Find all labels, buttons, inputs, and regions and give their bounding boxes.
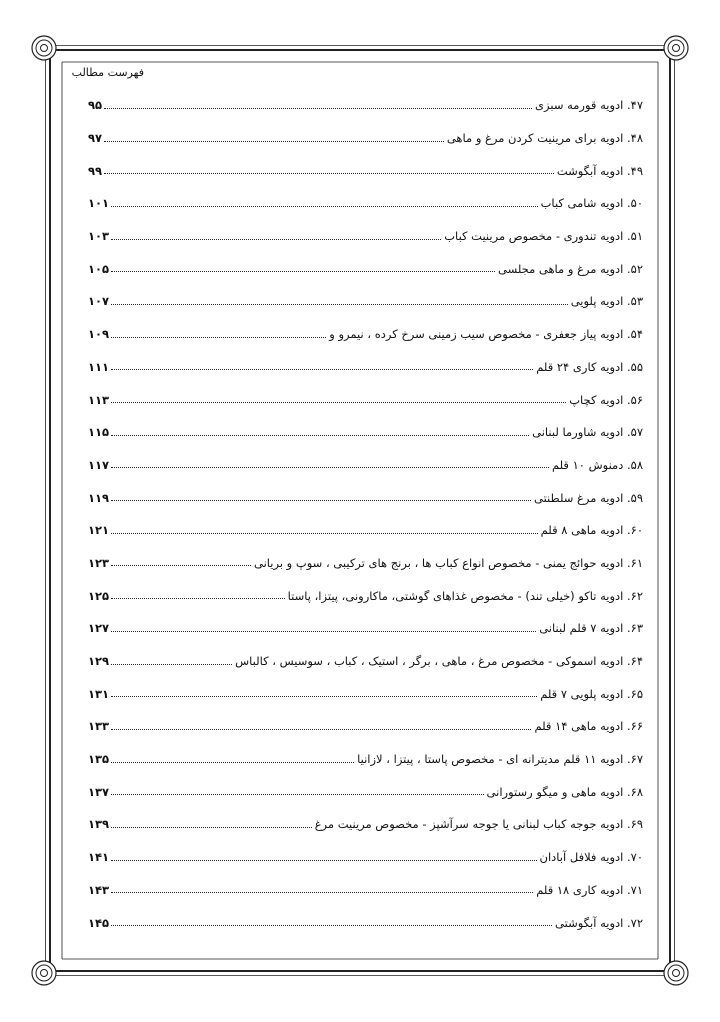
- toc-entry-title: [326, 327, 643, 341]
- toc-entry-text: ادویه ماهی ۱۴ قلم: [534, 719, 624, 734]
- toc-entry-title: [495, 262, 643, 276]
- corner-ornament-icon: [32, 961, 56, 985]
- toc-entry-separator: .: [623, 719, 631, 734]
- toc-entry[interactable]: [88, 906, 643, 939]
- toc-entry-text: ادویه مرغ سلطنتی: [534, 490, 624, 505]
- toc-entry-separator: .: [623, 98, 631, 113]
- toc-entry-page-number: ۱۱۱: [88, 359, 110, 374]
- toc-entry-page-number: ۱۲۳: [88, 555, 110, 570]
- toc-entry-separator: .: [623, 196, 631, 211]
- toc-entry-text: ادویه پلویی: [570, 294, 624, 309]
- toc-entry-number: ۵۴: [630, 327, 643, 342]
- toc-entry-text: ادویه کچاپ: [569, 392, 624, 407]
- toc-entry-title: [529, 425, 643, 439]
- toc-entry-page-number: ۹۷: [88, 131, 103, 146]
- toc-entry-separator: .: [623, 686, 631, 701]
- toc-entry-title: [537, 687, 643, 701]
- toc-entry-text: ادویه آبگوشت: [556, 163, 624, 178]
- toc-entry-number: ۶۲: [630, 588, 643, 603]
- toc-entry-text: ادویه ماهی و میگو رستورانی: [486, 784, 624, 799]
- toc-dot-leader: [111, 664, 232, 665]
- toc-entry-number: ۶۸: [630, 784, 643, 799]
- toc-entry-number: ۶۷: [630, 752, 643, 767]
- toc-entry-number: ۶۰: [630, 523, 643, 538]
- toc-dot-leader: [104, 173, 554, 174]
- toc-entry-separator: .: [623, 588, 631, 603]
- toc-entry-page-number: ۱۲۱: [88, 523, 110, 538]
- toc-entry-text: دمنوش ۱۰ قلم: [551, 457, 624, 472]
- toc-dot-leader: [111, 337, 326, 338]
- toc-entry-title: [531, 491, 643, 505]
- toc-entry-number: ۵۵: [630, 359, 643, 374]
- toc-entry-number: ۴۹: [630, 163, 643, 178]
- toc-entry-page-number: ۱۰۳: [88, 229, 110, 244]
- toc-entry-text: ادویه ۱۱ قلم مدیترانه ای - مخصوص پاستا ، پیتزا ، لازانیا: [357, 752, 624, 767]
- toc-entry-title: [538, 196, 643, 210]
- toc-entry-title: [531, 719, 643, 733]
- toc-entry-number: ۴۸: [630, 131, 643, 146]
- toc-dot-leader: [111, 467, 549, 468]
- toc-entry[interactable]: [88, 383, 643, 416]
- toc-dot-leader: [111, 239, 441, 240]
- toc-entry[interactable]: [88, 122, 643, 155]
- toc-dot-leader: [104, 108, 532, 109]
- toc-entry[interactable]: [88, 743, 643, 776]
- toc-entry-title: [354, 752, 643, 766]
- toc-entry[interactable]: [88, 351, 643, 384]
- toc-entry-number: ۵۷: [630, 425, 643, 440]
- toc-entry-separator: .: [623, 392, 631, 407]
- toc-entry-page-number: ۱۳۹: [88, 817, 110, 832]
- toc-entry-number: ۶۴: [630, 654, 643, 669]
- toc-entry-number: ۶۱: [630, 555, 643, 570]
- toc-dot-leader: [104, 141, 444, 142]
- toc-entry[interactable]: [88, 481, 643, 514]
- toc-entry-separator: .: [623, 817, 631, 832]
- toc-entry-text: ادویه ۷ قلم لبنانی: [539, 621, 624, 636]
- toc-entry-page-number: ۱۴۳: [88, 882, 110, 897]
- toc-entry[interactable]: [88, 220, 643, 253]
- toc-dot-leader: [111, 860, 536, 861]
- toc-entry-text: ادویه پلویی ۷ قلم: [540, 686, 624, 701]
- toc-entry-text: ادویه فلافل آبادان: [539, 850, 624, 865]
- toc-entry-title: [552, 916, 643, 930]
- toc-entry-page-number: ۱۱۳: [88, 392, 110, 407]
- toc-entry[interactable]: [88, 645, 643, 678]
- toc-entry-separator: .: [623, 654, 631, 669]
- toc-entry-separator: .: [623, 784, 631, 799]
- toc-entry-number: ۷۲: [630, 915, 643, 930]
- toc-dot-leader: [111, 827, 312, 828]
- toc-entry-number: ۷۰: [630, 850, 643, 865]
- toc-entry-text: ادویه آبگوشتی: [555, 915, 624, 930]
- toc-entry-number: ۶۵: [630, 686, 643, 701]
- toc-entry-number: ۵۸: [630, 457, 643, 472]
- toc-entry-page-number: ۱۰۱: [88, 196, 110, 211]
- toc-entry-text: ادویه تاکو (خیلی تند) - مخصوص غذاهای گوشتی، ماکارونی، پیتزا، پاستا: [287, 588, 624, 603]
- toc-entry-title: [285, 589, 643, 603]
- toc-entry-title: [536, 621, 643, 635]
- toc-entry-text: ادویه حوائج یمنی - مخصوص انواع کباب ها ، برنج های ترکیبی ، سوپ و بریانی: [253, 555, 624, 570]
- toc-entry-number: ۵۰: [630, 196, 643, 211]
- toc-entry-separator: .: [623, 229, 631, 244]
- toc-entry[interactable]: [88, 612, 643, 645]
- toc-entry-separator: .: [623, 294, 631, 309]
- toc-entry-page-number: ۱۳۳: [88, 719, 110, 734]
- toc-entry-page-number: ۱۰۹: [88, 327, 110, 342]
- toc-entry[interactable]: [88, 579, 643, 612]
- toc-entry-number: ۶۹: [630, 817, 643, 832]
- toc-dot-leader: [111, 533, 538, 534]
- toc-dot-leader: [111, 206, 538, 207]
- toc-entry-separator: .: [623, 752, 631, 767]
- toc-dot-leader: [111, 304, 568, 305]
- toc-entry-number: ۵۶: [630, 392, 643, 407]
- toc-dot-leader: [111, 369, 533, 370]
- toc-entry-separator: .: [623, 882, 631, 897]
- toc-entry-text: ادویه قورمه سبزی: [535, 98, 624, 113]
- toc-entry-text: ادویه جوجه کباب لبنانی یا جوجه سرآشپز - مخصوص مرینیت مرغ: [314, 817, 624, 832]
- toc-entry[interactable]: [88, 449, 643, 482]
- toc-entry-title: [537, 850, 643, 864]
- toc-entry-separator: .: [623, 621, 631, 636]
- toc-entry-title: [441, 229, 643, 243]
- toc-entry-text: ادویه شامی کباب: [540, 196, 624, 211]
- toc-entry-page-number: ۱۱۷: [88, 457, 110, 472]
- toc-entry[interactable]: [88, 514, 643, 547]
- corner-ornament-icon: [664, 961, 688, 985]
- toc-entry-title: [532, 98, 643, 112]
- toc-entry-separator: .: [623, 327, 631, 342]
- toc-entry[interactable]: [88, 874, 643, 907]
- table-of-contents: [88, 89, 643, 939]
- toc-dot-leader: [111, 565, 251, 566]
- toc-entry-separator: .: [623, 163, 631, 178]
- toc-entry-title: [554, 164, 643, 178]
- toc-entry-title: [232, 654, 643, 668]
- toc-entry-number: ۶۳: [630, 621, 643, 636]
- toc-entry[interactable]: [88, 775, 643, 808]
- toc-entry-page-number: ۱۲۷: [88, 621, 110, 636]
- toc-dot-leader: [111, 500, 531, 501]
- toc-entry-title: [533, 360, 643, 374]
- toc-entry-title: [566, 393, 643, 407]
- toc-entry-title: [568, 294, 643, 308]
- toc-entry-separator: .: [623, 555, 631, 570]
- toc-entry[interactable]: [88, 547, 643, 580]
- toc-entry-number: ۶۶: [630, 719, 643, 734]
- toc-entry-title: [538, 523, 643, 537]
- toc-entry[interactable]: [88, 710, 643, 743]
- toc-dot-leader: [111, 925, 552, 926]
- toc-entry-number: ۵۱: [630, 229, 643, 244]
- toc-entry-text: ادویه پیاز جعفری - مخصوص سیب زمینی سرخ کرده ، نیمرو و: [329, 327, 624, 342]
- toc-entry-text: ادویه برای مرینیت کردن مرغ و ماهی: [446, 131, 624, 146]
- toc-entry-separator: .: [623, 359, 631, 374]
- toc-entry-page-number: ۱۳۱: [88, 686, 110, 701]
- toc-entry[interactable]: [88, 187, 643, 220]
- toc-dot-leader: [111, 696, 537, 697]
- toc-entry-text: ادویه کاری ۱۸ قلم: [536, 882, 624, 897]
- toc-entry-number: ۴۷: [630, 98, 643, 113]
- toc-entry-separator: .: [623, 261, 631, 276]
- toc-entry-page-number: ۱۲۹: [88, 654, 110, 669]
- corner-ornament-icon: [32, 36, 56, 60]
- toc-entry[interactable]: [88, 841, 643, 874]
- toc-entry-page-number: ۱۱۵: [88, 425, 110, 440]
- toc-entry[interactable]: [88, 808, 643, 841]
- toc-entry[interactable]: [88, 416, 643, 449]
- toc-entry-number: ۷۱: [630, 882, 643, 897]
- toc-entry-page-number: ۱۴۵: [88, 915, 110, 930]
- toc-entry-separator: .: [623, 915, 631, 930]
- toc-entry-page-number: ۹۹: [88, 163, 103, 178]
- toc-entry-text: ادویه ماهی ۸ قلم: [540, 523, 624, 538]
- corner-ornament-icon: [664, 36, 688, 60]
- toc-entry-separator: .: [623, 490, 631, 505]
- toc-entry-text: ادویه تندوری - مخصوص مرینیت کباب: [444, 229, 624, 244]
- page-header-title: فهرست مطالب: [71, 66, 144, 79]
- toc-entry-page-number: ۱۴۱: [88, 850, 110, 865]
- toc-entry-separator: .: [623, 850, 631, 865]
- toc-entry[interactable]: [88, 89, 643, 122]
- toc-entry-page-number: ۱۳۷: [88, 784, 110, 799]
- toc-entry-text: ادویه اسموکی - مخصوص مرغ ، ماهی ، برگر ، استیک ، کباب ، سوسیس ، کالباس: [235, 654, 624, 669]
- toc-entry[interactable]: [88, 252, 643, 285]
- toc-entry-page-number: ۹۵: [88, 98, 103, 113]
- toc-dot-leader: [111, 598, 285, 599]
- toc-dot-leader: [111, 402, 566, 403]
- toc-entry-separator: .: [623, 425, 631, 440]
- toc-entry[interactable]: [88, 285, 643, 318]
- toc-entry-text: ادویه شاورما لبنانی: [532, 425, 624, 440]
- toc-entry[interactable]: [88, 154, 643, 187]
- toc-dot-leader: [111, 794, 483, 795]
- toc-entry-title: [312, 817, 643, 831]
- toc-entry[interactable]: [88, 318, 643, 351]
- toc-entry-number: ۵۲: [630, 261, 643, 276]
- toc-entry-title: [533, 883, 643, 897]
- toc-dot-leader: [111, 892, 533, 893]
- toc-entry-text: ادویه کاری ۲۴ قلم: [536, 359, 624, 374]
- toc-entry-title: [444, 131, 643, 145]
- toc-dot-leader: [111, 631, 536, 632]
- toc-entry-title: [251, 556, 643, 570]
- toc-entry-text: ادویه مرغ و ماهی مجلسی: [498, 261, 624, 276]
- toc-dot-leader: [111, 271, 495, 272]
- toc-entry-separator: .: [623, 523, 631, 538]
- toc-entry[interactable]: [88, 677, 643, 710]
- toc-dot-leader: [111, 435, 529, 436]
- toc-dot-leader: [111, 762, 354, 763]
- toc-entry-number: ۵۹: [630, 490, 643, 505]
- toc-entry-title: [484, 785, 643, 799]
- toc-entry-title: [549, 458, 643, 472]
- toc-entry-page-number: ۱۲۵: [88, 588, 110, 603]
- toc-entry-separator: .: [623, 457, 631, 472]
- toc-dot-leader: [111, 729, 531, 730]
- toc-entry-page-number: ۱۱۹: [88, 490, 110, 505]
- toc-entry-page-number: ۱۳۵: [88, 752, 110, 767]
- toc-entry-page-number: ۱۰۵: [88, 261, 110, 276]
- toc-entry-page-number: ۱۰۷: [88, 294, 110, 309]
- toc-entry-number: ۵۳: [630, 294, 643, 309]
- toc-entry-separator: .: [623, 131, 631, 146]
